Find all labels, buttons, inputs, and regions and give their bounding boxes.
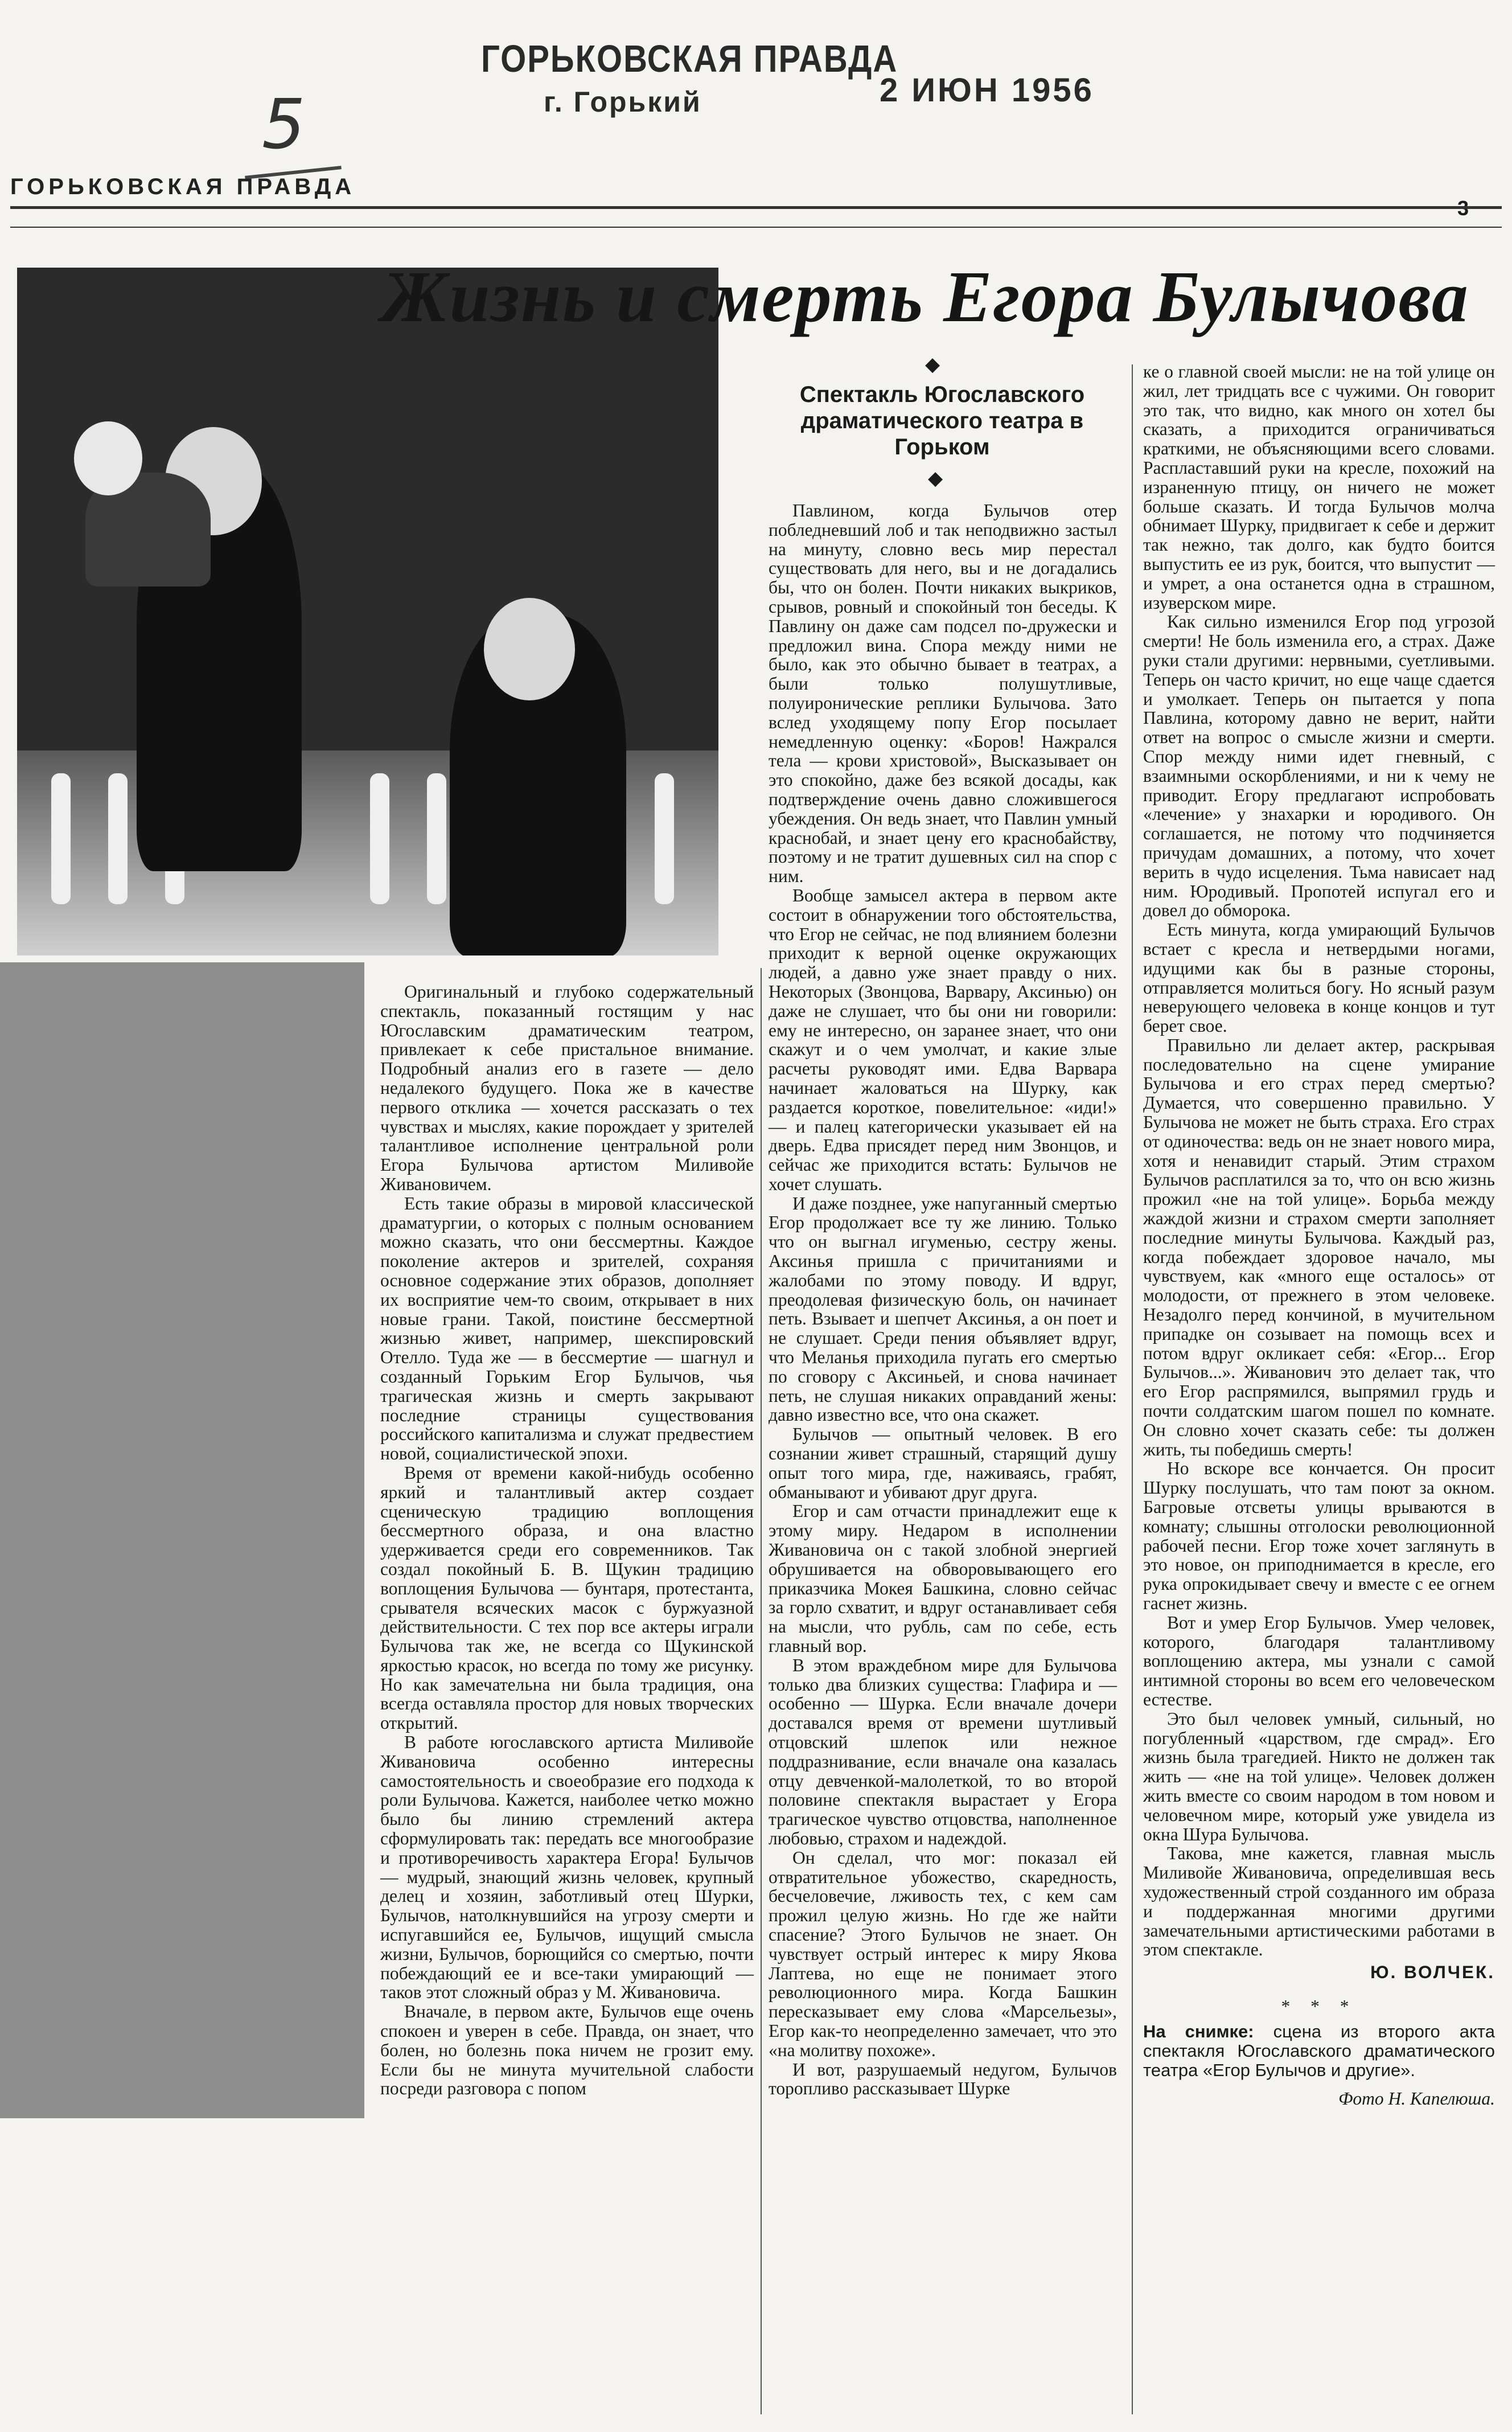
paragraph: Правильно ли делает актер, раскрывая последовательно на сцене умирание Булычова и его страх перед смертью? Думается, что совершенно правильно. У Булычова не может не быть страха. Его страх от одиночества: ведь он не знает нового мира, хотя и ненавидит старый. Этим страхом Булычов расплатился за то, что он всю жизнь прожил «не на той улице». Борьба между жаждой жизни и страхом смерти заполняет последние минуты Булычова. Каждый раз, когда побеждает здоровое начало, мы чувствуем, как «много еще осталось» от молодости, от прежнего в этом человеке. Незадолго перед кончиной, в мучительном припадке он созывает на помощь всех и потом вдруг окликает себя: «Егор... Егор Булычов...». Живанович это делает так, что его Егор распрямился, выпрямил грудь и почти солдатским шагом пошел по комнате. Он словно хочет сказать себе: ты должен жить, ты победишь смерть! (1143, 1035, 1495, 1459)
paragraph: Вначале, в первом акте, Булычов еще очень спокоен и уверен в себе. Правда, он знает, что болен, но болезнь пока ничем не грозит ему. Если бы не минута мучительной слабости посреди разговора с попом (380, 2002, 754, 2099)
paragraph: Вообще замысел актера в первом акте состоит в обнаружении того обстоятельства, что Егор не сейчас, не под влиянием болезни приходит к верной оценке окружающих людей, а давно уже знает правду о них. Некоторых (Звонцова, Варвару, Аксинью) он даже не слушает, что бы они ни говорили: ему не интересно, он заранее знает, что они скажут и о чем умолчат, и какие злые расчеты руководят ими. Едва Варвара начинает жаловаться на Шурку, как раздается короткое, повелительное: «иди!» — и палец категорически указывает ей на дверь. Едва присядет перед ним Звонцов, и сейчас же приходится встать: Булычов не хочет слушать. (769, 885, 1117, 1194)
paragraph: И вот, разрушаемый недугом, Булычов торопливо рассказывает Шурке (769, 2059, 1117, 2099)
author-signature: Ю. ВОЛЧЕК. (1370, 1962, 1495, 1983)
stamp-city: г. Горький (544, 86, 702, 118)
paragraph: Есть такие образы в мировой классической драматургии, о которых с полным основанием можно сказать, что они бессмертны. Каждое поколение актеров и зрителей, сохраняя основное содержание этих образов, дополняет их восприятие чем-то своим, открывает в них новые грани. Такой, поистине бессмертной жизнью живет, например, шекспировский Отелло. Туда же — в бессмертие — шагнул и созданный Горьким Егор Булычов, чья трагическая жизнь и смерть закрывают последние страницы существования российского капитализма и служат предвестием новой, социалистической эпохи. (380, 1193, 754, 1464)
paragraph: В этом враждебном мире для Булычова только два близких существа: Глафира и — особенно — Шурка. Если вначале дочери доставался время от времени шутливый отцовский шлепок или нежное поддразнивание, если вначале она казалась отцу девченкой-малолеткой, то во второй половине спектакля вырастает у Егора трагическое чувство отцовства, наполненное любовью, страхом и надеждой. (769, 1655, 1117, 1848)
paragraph: Как сильно изменился Егор под угрозой смерти! Не боль изменила его, а страх. Даже руки стали другими: нервными, суетливыми. Теперь он часто кричит, но еще чаще сдается и умолкает. Теперь он пытается у попа Павлина, которому давно не верит, найти ответ на вопрос о смысле жизни и смерти. Спор между ними идет гневный, с взаимными оскорблениями, и ни к чему не приводит. Егору предлагают испробовать «лечение» у знахарки и юродивого. Он соглашается, не потому что подчиняется причудам домашних, а потому, что хочет верить в чудо исцеления. Тьма нависает над ним. Юродивый. Пропотей испугал его и довел до обморока. (1143, 612, 1495, 921)
paragraph: Вот и умер Егор Булычов. Умер человек, которого, благодаря талантливому воплощению актера, мы узнали с самой интимной стороны во всем его человеческом естестве. (1143, 1612, 1495, 1709)
paragraph: Это был человек умный, сильный, но погубленный «царством, где смрад». Его жизнь была трагедией. Никто не должен так жить — «не на той улице». Человек должен жить вместе со своим народом в том новом и человечном мире, который уже увидела из окна Шура Булычова. (1143, 1708, 1495, 1844)
paragraph: Время от времени какой-нибудь особенно яркий и талантливый актер создает сценическую традицию воплощения бессмертного образа, и она властно удерживается среди его современников. Так создал покойный Б. В. Щукин традицию воплощения Булычова — бунтаря, протестанта, срывателя всяческих масок с буржуазной действительности. С тех пор все актеры играли Булычова так же, не всегда со Щукинской яркостью красок, но всегда по тому же рисунку. Но как замечательна ни была традиция, она всегда оставляла простор для новых творческих открытий. (380, 1462, 754, 1733)
paragraph: В работе югославского артиста Миливойе Живановича особенно интересны самостоятельность и своеобразие его подхода к роли Булычова. Кажется, наиболее четко можно было бы линию стремлений актера сформулировать так: передать все многообразие и противоречивость характера Егора! Булычов — мудрый, знающий жизнь человек, крупный делец и хозяин, заботливый отец Шурки, Булычов, натолкнувшийся на угрозу смерти и испугавшийся ее, Булычов, ищущий смысла жизни, Булычов, борющийся со смертью, почти побеждающий ее и все-таки умирающий — таков этот сложный образ у М. Живановича. (380, 1732, 754, 2003)
stamp-date: 2 ИЮН 1956 (880, 72, 1094, 109)
article-subtitle: Спектакль Югославского драматического театра в Горьком (799, 382, 1085, 460)
header-rule-thin (10, 227, 1502, 228)
paragraph: ке о главной своей мысли: не на той улице он жил, лет тридцать все с чужими. Он говорит это так, что видно, как много он хотел бы сказать, а приходится ограничиваться краткими, не объясняющими всего словами. Распластавший руки на кресле, похожий на израненную птицу, он ничего не может больше сказать. И тогда Булычов молча обнимает Шурку, придвигает к себе и держит так нежно, так долго, как будто боится выпустить ее из рук, боится, что выпустит — и умрет, а она останется одна в страшном, изуверском мире. (1143, 362, 1495, 613)
grey-margin-block (0, 962, 364, 2118)
caption-text: сцена из второго акта спектакля Югославского драматического театра «Егор Булычов и другие». (1143, 2021, 1495, 2080)
handwritten-number: 5 (262, 85, 306, 165)
paragraph: И даже позднее, уже напуганный смертью Егор продолжает все ту же линию. Только что он выгнал игуменью, сестру жены. Аксинья пришла с причитаниями и жалобами по этому поводу. И вдруг, преодолевая физическую боль, он начинает петь. Взывает и шепчет Аксинья, а он поет и не слушает. Среди пения объявляет вдруг, что Меланья приходила пугать его смертью по сговору с Аксиньей, и снова начинает петь, не слушая никаких оправданий жены: давно известно все, что она скажет. (769, 1193, 1117, 1425)
paragraph: Он сделал, что мог: показал ей отвратительное убожество, скаредность, бесчеловечие, лживость тех, с кем сам прожил целую жизнь. Но где же найти спасение? Этого Булычов не знает. Он чувствует острый интерес к миру Якова Лаптева, но еще не понимает этого революционного мира. Когда Башкин пересказывает ему слова «Марсельезы», Егор как-то неопределенно замечает, что это «на молитву похоже». (769, 1847, 1117, 2060)
subtitle-diamond: ◆ (928, 468, 943, 489)
title-diamond: ◆ (925, 354, 940, 375)
paragraph: Оригинальный и глубоко содержательный спектакль, показанный гостящим у нас Югославским драматическим театром, привлекает к себе пристальное внимание. Подробный анализ его в газете — дело недалекого будущего. Пока же в качестве первого отклика — хочется рассказать о тех чувствах и мыслях, какие порождает у зрителей талантливое исполнение центральной роли Егора Булычова артистом Миливойе Живановичем. (380, 982, 754, 1194)
photo-caption (1143, 2022, 1495, 2080)
article-column-3 (1143, 362, 1495, 2109)
column-rule-1 (761, 968, 762, 2414)
paragraph: Есть минута, когда умирающий Булычов встает с кресла и нетвердыми ногами, идущими как бы в разные стороны, отправляется молиться богу. Но ясный разум неверующего человека в конце концов и тут берет свое. (1143, 920, 1495, 1036)
stamp-paper-name: ГОРЬКОВСКАЯ ПРАВДА (481, 38, 898, 80)
paragraph: Егор и сам отчасти принадлежит еще к этому миру. Недаром в исполнении Живановича он с такой злобной энергией обрушивается на обворовывающего его приказчика Мокея Башкина, словно сейчас за горло схватит, и вдруг останавливает себя на мысли, что рубль, сам по себе, есть главный вор. (769, 1501, 1117, 1656)
article-title: Жизнь и смерть Егора Булычова (381, 256, 1469, 337)
header-rule (10, 206, 1502, 209)
masthead: ГОРЬКОВСКАЯ ПРАВДА (10, 174, 356, 199)
article-column-1 (380, 982, 754, 2098)
separator-stars: * * * (1281, 1996, 1357, 2016)
theatre-photo (17, 268, 718, 955)
paragraph: Булычов — опытный человек. В его сознании живет страшный, старящий душу опыт того мира, где, наживаясь, грабят, обманывают и убивают друг друга. (769, 1424, 1117, 1502)
column-rule-2 (1132, 364, 1133, 2414)
paragraph: Павлином, когда Булычов отер побледневший лоб и так неподвижно застыл на минуту, словно весь мир перестал существовать для него, вы и не догадались бы, что он болен. Почти никаких выкриков, срывов, ровный и спокойный тон беседы. К Павлину он даже сам подсел по-дружески и предложил вина. Спора между ними не было, как это обычно бывает в театрах, а были только полушутливые, полуиронические реплики Булычова. Зато вслед уходящему попу Егор посылает немедленную оценку: «Боров! Нажрался тела — крови христовой», Высказывает он это спокойно, даже без всякой досады, как подтверждение очень давно сложившегося убеждения. Он ведь знает, что Павлин умный краснобай, и знает цену его краснобайству, поэтому и не тратит душевных сил на спор с ним. (769, 501, 1117, 887)
paragraph: Такова, мне кажется, главная мысль Миливойе Живановича, определившая весь художественный строй созданного им образа и поддержанная многими другими замечательными артистическими работами в этом спектакле. (1143, 1843, 1495, 1960)
photo-credit: Фото Н. Капелюша. (1338, 2088, 1495, 2109)
article-column-2 (769, 501, 1117, 2098)
paragraph: Но вскоре все кончается. Он просит Шурку послушать, что там поют за окном. Багровые отсветы улицы врываются в комнату; слышны отголоски революционной рабочей песни. Егор тоже хочет заглянуть в это новое, он приподнимается в кресле, его рука опрокидывает свечу и вместе с ее огнем гаснет жизнь. (1143, 1458, 1495, 1613)
caption-label: На снимке: (1143, 2021, 1254, 2041)
